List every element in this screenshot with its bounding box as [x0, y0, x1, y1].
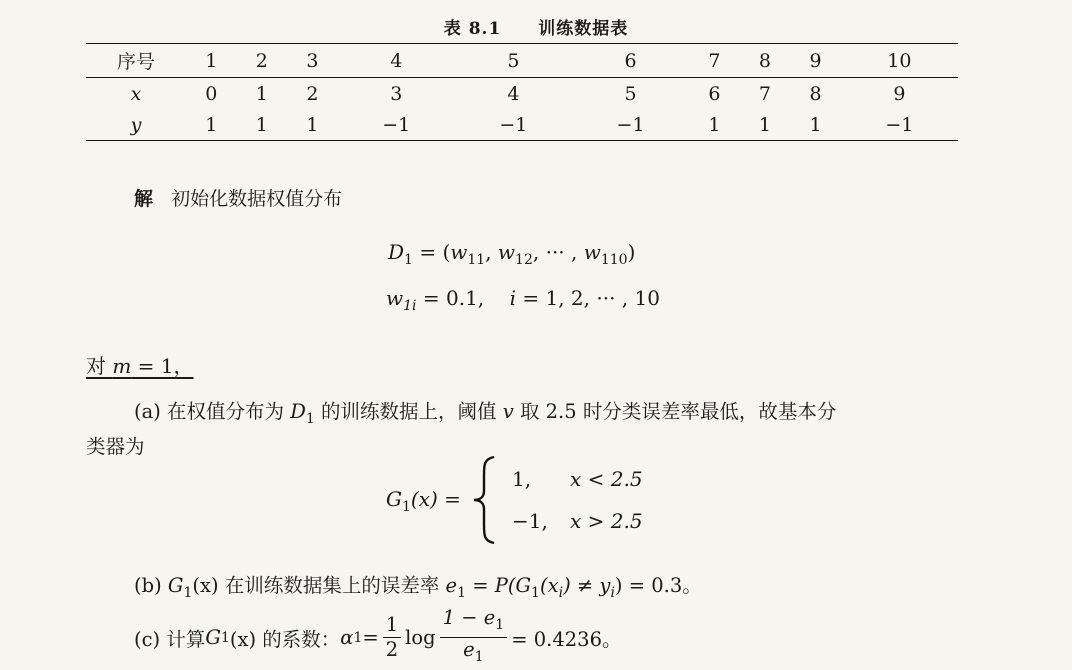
b-G-sub: 1 [183, 585, 193, 601]
table-cell: 7 [758, 82, 771, 105]
eq1-w1: w [450, 240, 468, 264]
frac2-num [440, 606, 508, 638]
b-G: G [167, 574, 184, 597]
frac2-den [460, 638, 486, 669]
initial-weight-equation [386, 286, 660, 314]
header-cell: 4 [338, 44, 455, 78]
table-cell: 1 [809, 113, 822, 136]
case-row-2 [512, 509, 548, 533]
header-cell: 5 [455, 44, 572, 78]
a-v: v [502, 400, 514, 423]
table-row-x [86, 78, 958, 110]
classifier-lhs [386, 487, 461, 515]
table-row-y [86, 109, 958, 141]
c-alpha: α [340, 626, 354, 649]
b-xi: (x [539, 574, 559, 597]
a-post: 取 2.5 时分类误差率最低，故基本分 [513, 400, 837, 423]
header-label: 序号 [86, 44, 186, 78]
g-G-sub: 1 [401, 499, 411, 515]
table-cell: 1 [758, 113, 771, 136]
m-label-m: m [112, 354, 132, 378]
solution-label: 解 [134, 188, 154, 210]
a-mid: 的训练数据上，阈值 [314, 400, 503, 423]
table-cell: 6 [708, 82, 721, 105]
b-i-sub2: i [610, 585, 615, 601]
caption-title: 训练数据表 [538, 19, 629, 39]
table-cell: 4 [507, 82, 520, 105]
fraction-one-half [383, 613, 401, 662]
solution-intro-text: 初始化数据权值分布 [171, 188, 343, 210]
header-cell: 8 [740, 44, 791, 78]
c-result: = 0.4236。 [511, 627, 622, 651]
g-G: G [386, 487, 402, 511]
table-cell: 1 [205, 113, 218, 136]
eq1-dots: , ··· , [532, 240, 584, 264]
row-label-x: x [130, 82, 142, 105]
c-G: G [205, 626, 221, 649]
eq2-w-sub: 1i [403, 298, 417, 314]
table-cell: −1 [499, 113, 528, 136]
eq2-range: = 1, 2, ··· , 10 [516, 286, 660, 310]
step-b [134, 570, 702, 601]
eq1-w2: w [497, 240, 516, 264]
eq1-close: ) [627, 240, 636, 264]
training-data-table [86, 43, 958, 141]
header-cell: 7 [689, 44, 740, 78]
table-cell: 5 [624, 82, 637, 105]
case2-condition: x > 2.5 [570, 509, 643, 533]
frac2-num-sub: 1 [495, 617, 505, 633]
eq2-i: i [509, 286, 516, 310]
table-cell: −1 [382, 113, 411, 136]
training-data-table-wrap [86, 43, 958, 141]
a-pre: (a) 在权值分布为 [134, 400, 291, 423]
frac1-num: 1 [383, 613, 401, 638]
c-pre: (c) 计算 [134, 627, 206, 651]
step-a-line2: 类器为 [86, 435, 145, 458]
case2-value: −1, [512, 509, 548, 533]
header-cell: 10 [841, 44, 958, 78]
table-cell: 1 [708, 113, 721, 136]
frac2-den-sub: 1 [474, 649, 484, 665]
b-eq: = P(G [466, 574, 532, 597]
header-cell: 2 [237, 44, 288, 78]
eq1-open: = ( [412, 240, 451, 264]
c-mid: (x) 的系数： [229, 627, 341, 651]
header-cell: 3 [287, 44, 338, 78]
weight-distribution-equation: $D_1 = (w_{11}$, $w_{12}$, ··· , $w_{110}$) [388, 240, 636, 268]
table-cell: 1 [255, 113, 268, 136]
a-D: D [290, 400, 306, 423]
c-alpha-sub: 1 [353, 629, 363, 646]
b-end: ) = 0.3。 [614, 574, 702, 597]
case-row-1 [512, 467, 531, 491]
table-cell: −1 [885, 113, 914, 136]
table-cell: 8 [809, 82, 822, 105]
table-cell: 3 [390, 82, 403, 105]
g-arg: (x) = [410, 487, 461, 511]
eq1-w3-sub: 110 [600, 252, 628, 268]
fraction-error-ratio [440, 606, 508, 669]
eq1-w3: w [583, 240, 601, 264]
table-cell: 0 [205, 82, 218, 105]
table-cell: 1 [255, 82, 268, 105]
header-cell: 1 [186, 44, 237, 78]
frac2-num-text: 1 − e [442, 606, 496, 629]
iteration-heading [86, 350, 194, 379]
b-ne: ) ≠ y [563, 574, 611, 597]
table-cell: 9 [893, 82, 906, 105]
frac1-den: 2 [385, 638, 399, 661]
table-cell: 2 [306, 82, 319, 105]
step-c [134, 606, 621, 669]
b-i-sub: i [558, 585, 564, 601]
table-cell: 1 [306, 113, 319, 136]
table-caption [0, 14, 1072, 39]
eq2-value: = 0.1, [416, 286, 485, 310]
a-D-sub: 1 [305, 411, 315, 427]
case1-value: 1, [512, 467, 532, 491]
left-brace-icon [470, 455, 500, 545]
row-label-y: y [130, 113, 142, 136]
b-e-sub: 1 [457, 585, 466, 601]
frac2-den-text: e [463, 638, 475, 661]
header-cell: 9 [790, 44, 841, 78]
c-log: log [405, 626, 436, 649]
c-G-sub: 1 [220, 629, 230, 646]
step-a-line1 [134, 396, 836, 427]
eq1-w2-sub: 12 [515, 252, 533, 268]
b-G-sub2: 1 [531, 585, 540, 601]
header-cell: 6 [572, 44, 689, 78]
b-mid: (x) 在训练数据集上的误差率 [192, 574, 446, 597]
m-label-post: = 1， [131, 354, 194, 378]
solution-intro [134, 184, 342, 211]
eq2-w: w [386, 286, 404, 310]
eq1-D: D [388, 240, 405, 264]
c-eq: = [362, 626, 379, 649]
b-e: e [445, 574, 458, 597]
caption-label: 表 8.1 [443, 19, 502, 39]
case1-condition: x < 2.5 [570, 467, 643, 491]
eq1-D-sub: 1 [404, 252, 413, 268]
m-label-pre: 对 [86, 354, 113, 378]
b-pre: (b) [134, 574, 168, 597]
eq1-w1-sub: 11 [467, 252, 486, 268]
table-header-row [86, 44, 958, 78]
table-cell: −1 [616, 113, 645, 136]
